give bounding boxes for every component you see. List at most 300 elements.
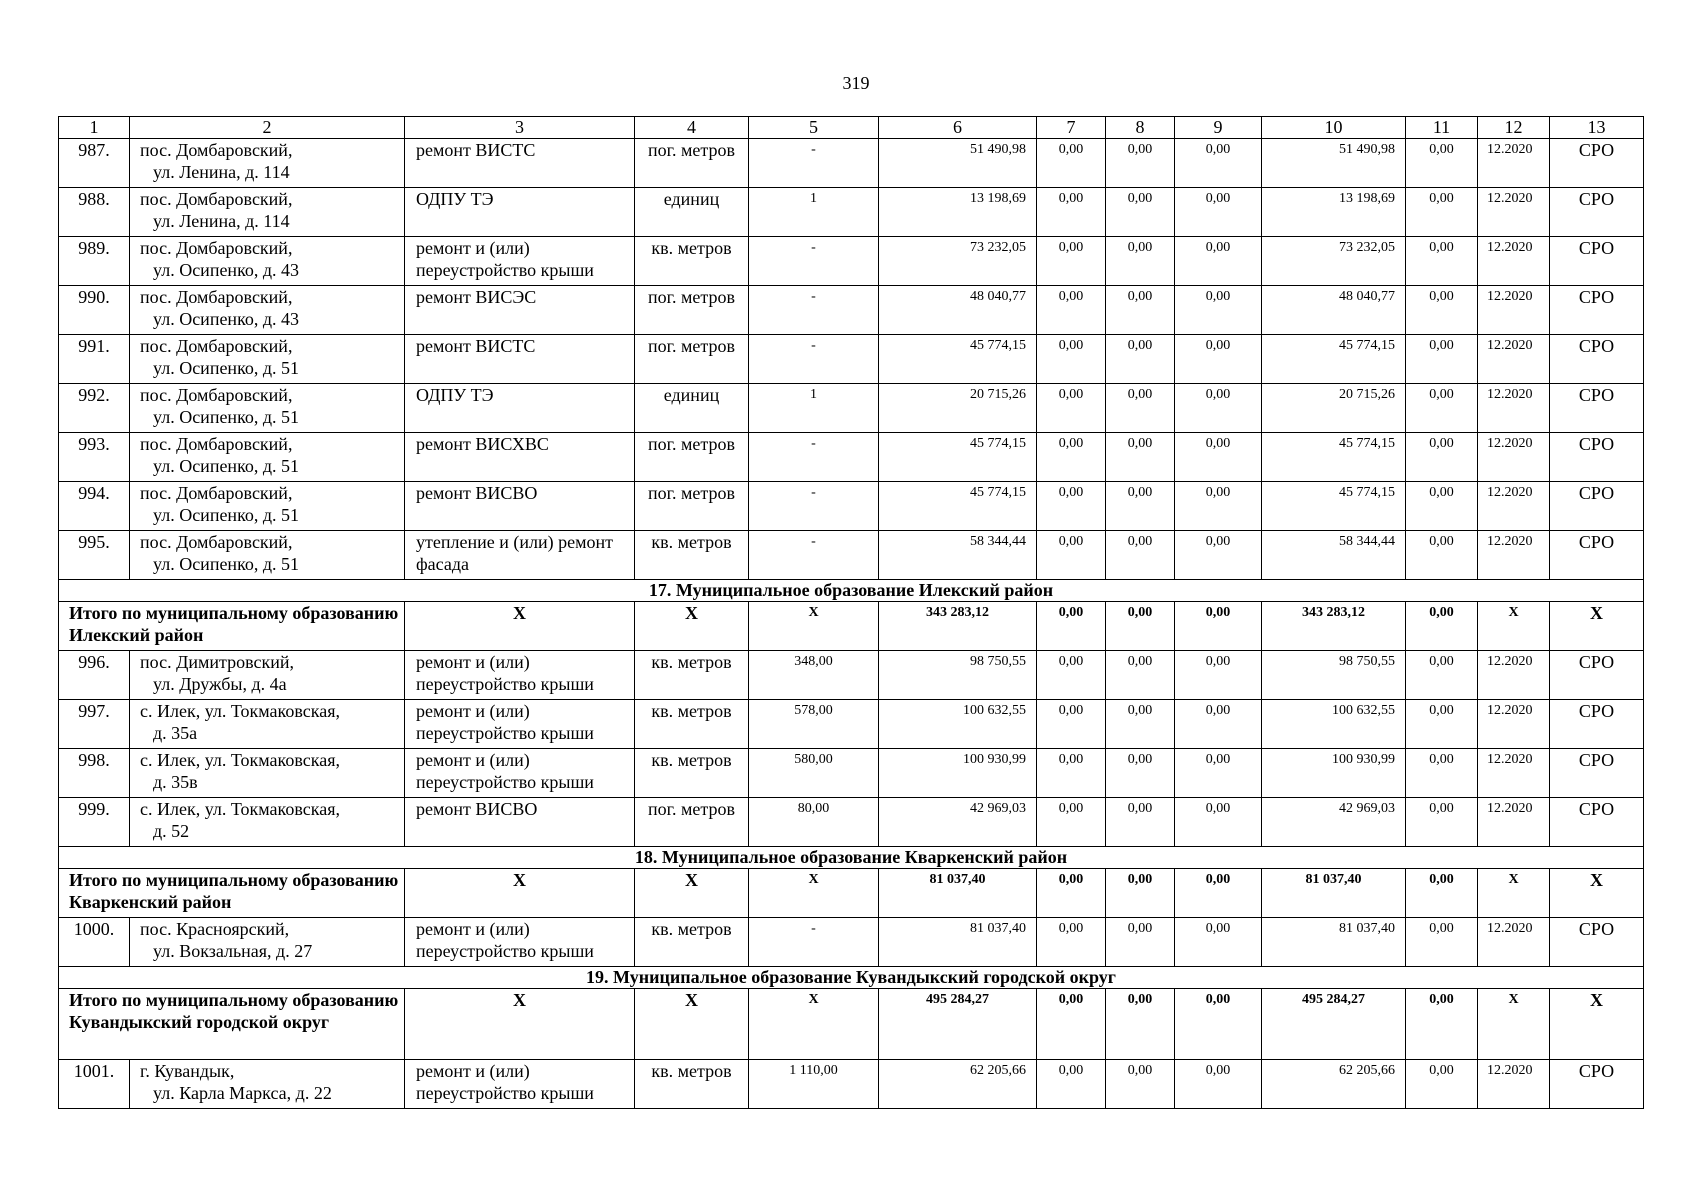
- table-row: [59, 433, 1644, 482]
- address-cell: [130, 651, 405, 700]
- amount-cell: 58 344,44: [1262, 531, 1406, 580]
- table-row: [59, 918, 1644, 967]
- quantity-cell: 80,00: [749, 798, 879, 847]
- quantity-cell: 1: [749, 384, 879, 433]
- unit-cell: кв. метров: [635, 700, 749, 749]
- work-type-cell: ОДПУ ТЭ: [405, 188, 635, 237]
- quantity-cell: -: [749, 482, 879, 531]
- address-line: ул. Осипенко, д. 43: [153, 260, 300, 280]
- section-heading-row: [59, 967, 1644, 989]
- executor-cell: СРО: [1550, 237, 1644, 286]
- address-cell: [130, 335, 405, 384]
- amount-cell: 0,00: [1037, 384, 1106, 433]
- amount-cell: 0,00: [1106, 482, 1175, 531]
- amount-cell: 45 774,15: [1262, 335, 1406, 384]
- amount-cell: 48 040,77: [1262, 286, 1406, 335]
- quantity-cell: -: [749, 433, 879, 482]
- address-line: пос. Домбаровский,: [140, 532, 293, 552]
- amount-cell: 0,00: [1175, 433, 1262, 482]
- address-cell: [130, 237, 405, 286]
- amount-cell: 0,00: [1406, 335, 1478, 384]
- amount-cell: 42 969,03: [879, 798, 1037, 847]
- amount-cell: 0,00: [1106, 749, 1175, 798]
- address-line: с. Илек, ул. Токмаковская,: [140, 701, 340, 721]
- work-type-cell: ремонт и (или) переустройство крыши: [405, 918, 635, 967]
- amount-cell: 13 198,69: [1262, 188, 1406, 237]
- total-cell: 0,00: [1175, 869, 1262, 918]
- address-cell: [130, 1060, 405, 1109]
- address-line: пос. Домбаровский,: [140, 140, 293, 160]
- amount-cell: 48 040,77: [879, 286, 1037, 335]
- unit-cell: кв. метров: [635, 1060, 749, 1109]
- page-number: 319: [842, 73, 870, 93]
- column-header: 8: [1106, 117, 1175, 139]
- quantity-cell: -: [749, 139, 879, 188]
- executor-cell: СРО: [1550, 335, 1644, 384]
- amount-cell: 45 774,15: [1262, 433, 1406, 482]
- address-line: ул. Осипенко, д. 51: [153, 456, 300, 476]
- amount-cell: 0,00: [1175, 237, 1262, 286]
- executor-cell: СРО: [1550, 749, 1644, 798]
- executor-cell: СРО: [1550, 433, 1644, 482]
- date-cell: 12.2020: [1478, 335, 1550, 384]
- date-cell: 12.2020: [1478, 286, 1550, 335]
- column-header: 2: [130, 117, 405, 139]
- amount-cell: 0,00: [1037, 335, 1106, 384]
- amount-cell: 0,00: [1106, 700, 1175, 749]
- amount-cell: 0,00: [1037, 482, 1106, 531]
- work-type-cell: ремонт ВИСВО: [405, 482, 635, 531]
- amount-cell: 0,00: [1406, 384, 1478, 433]
- row-number: 995.: [59, 531, 130, 580]
- table-row: [59, 139, 1644, 188]
- row-number: 991.: [59, 335, 130, 384]
- work-type-cell: утепление и (или) ремонт фасада: [405, 531, 635, 580]
- address-line: д. 35а: [153, 723, 198, 743]
- date-cell: 12.2020: [1478, 531, 1550, 580]
- total-cell: Х: [405, 869, 635, 918]
- address-line: ул. Ленина, д. 114: [153, 211, 290, 231]
- amount-cell: 0,00: [1175, 335, 1262, 384]
- amount-cell: 0,00: [1406, 798, 1478, 847]
- address-line: ул. Осипенко, д. 51: [153, 407, 300, 427]
- total-cell: Х: [749, 602, 879, 651]
- amount-cell: 98 750,55: [1262, 651, 1406, 700]
- unit-cell: кв. метров: [635, 237, 749, 286]
- unit-cell: единиц: [635, 188, 749, 237]
- total-cell: Х: [1550, 602, 1644, 651]
- amount-cell: 0,00: [1406, 700, 1478, 749]
- quantity-cell: -: [749, 237, 879, 286]
- executor-cell: СРО: [1550, 286, 1644, 335]
- total-cell: Х: [1478, 869, 1550, 918]
- total-label: Итого по муниципальному образованию Илекский район: [59, 602, 405, 651]
- amount-cell: 0,00: [1175, 531, 1262, 580]
- row-number: 989.: [59, 237, 130, 286]
- amount-cell: 0,00: [1106, 237, 1175, 286]
- section-heading: 19. Муниципальное образование Кувандыкский городской округ: [59, 967, 1644, 989]
- row-number: 988.: [59, 188, 130, 237]
- amount-cell: 0,00: [1106, 531, 1175, 580]
- quantity-cell: 1: [749, 188, 879, 237]
- unit-cell: пог. метров: [635, 286, 749, 335]
- amount-cell: 42 969,03: [1262, 798, 1406, 847]
- total-label: Итого по муниципальному образованию Кваркенский район: [59, 869, 405, 918]
- amount-cell: 0,00: [1106, 139, 1175, 188]
- amount-cell: 0,00: [1106, 433, 1175, 482]
- amount-cell: 0,00: [1037, 237, 1106, 286]
- address-cell: [130, 700, 405, 749]
- amount-cell: 51 490,98: [1262, 139, 1406, 188]
- amount-cell: 0,00: [1406, 651, 1478, 700]
- amount-cell: 0,00: [1406, 139, 1478, 188]
- total-cell: 0,00: [1106, 989, 1175, 1060]
- address-cell: [130, 188, 405, 237]
- address-line: д. 52: [153, 821, 190, 841]
- table-row: [59, 335, 1644, 384]
- table-row: [59, 188, 1644, 237]
- table-row: [59, 798, 1644, 847]
- quantity-cell: 348,00: [749, 651, 879, 700]
- amount-cell: 0,00: [1175, 651, 1262, 700]
- work-type-cell: ОДПУ ТЭ: [405, 384, 635, 433]
- amount-cell: 100 930,99: [879, 749, 1037, 798]
- work-type-cell: ремонт ВИСТС: [405, 335, 635, 384]
- row-number: 993.: [59, 433, 130, 482]
- table-row: [59, 482, 1644, 531]
- address-line: пос. Домбаровский,: [140, 336, 293, 356]
- work-type-cell: ремонт ВИСХВС: [405, 433, 635, 482]
- amount-cell: 73 232,05: [879, 237, 1037, 286]
- address-cell: [130, 798, 405, 847]
- amount-cell: 0,00: [1037, 749, 1106, 798]
- amount-cell: 0,00: [1037, 531, 1106, 580]
- amount-cell: 51 490,98: [879, 139, 1037, 188]
- total-cell: Х: [749, 869, 879, 918]
- amount-cell: 0,00: [1406, 1060, 1478, 1109]
- address-line: ул. Ленина, д. 114: [153, 162, 290, 182]
- column-header: 12: [1478, 117, 1550, 139]
- amount-cell: 0,00: [1175, 384, 1262, 433]
- row-number: 999.: [59, 798, 130, 847]
- address-line: пос. Домбаровский,: [140, 483, 293, 503]
- date-cell: 12.2020: [1478, 1060, 1550, 1109]
- quantity-cell: 580,00: [749, 749, 879, 798]
- unit-cell: кв. метров: [635, 749, 749, 798]
- address-line: ул. Осипенко, д. 43: [153, 309, 300, 329]
- work-type-cell: ремонт и (или) переустройство крыши: [405, 700, 635, 749]
- column-header: 7: [1037, 117, 1106, 139]
- amount-cell: 0,00: [1406, 918, 1478, 967]
- address-cell: [130, 286, 405, 335]
- amount-cell: 0,00: [1406, 188, 1478, 237]
- executor-cell: СРО: [1550, 384, 1644, 433]
- row-number: 1000.: [59, 918, 130, 967]
- total-row: [59, 602, 1644, 651]
- quantity-cell: -: [749, 286, 879, 335]
- amount-cell: 0,00: [1406, 286, 1478, 335]
- total-cell: 0,00: [1037, 869, 1106, 918]
- amount-cell: 0,00: [1406, 482, 1478, 531]
- column-header: 6: [879, 117, 1037, 139]
- column-header: 10: [1262, 117, 1406, 139]
- column-header: 11: [1406, 117, 1478, 139]
- unit-cell: кв. метров: [635, 918, 749, 967]
- total-cell: 0,00: [1037, 989, 1106, 1060]
- table-row: [59, 384, 1644, 433]
- total-cell: 495 284,27: [1262, 989, 1406, 1060]
- amount-cell: 0,00: [1037, 798, 1106, 847]
- amount-cell: 100 930,99: [1262, 749, 1406, 798]
- amount-cell: 0,00: [1037, 286, 1106, 335]
- amount-cell: 45 774,15: [1262, 482, 1406, 531]
- work-type-cell: ремонт и (или) переустройство крыши: [405, 1060, 635, 1109]
- amount-cell: 62 205,66: [879, 1060, 1037, 1109]
- amount-cell: 0,00: [1175, 918, 1262, 967]
- total-row: [59, 989, 1644, 1060]
- date-cell: 12.2020: [1478, 188, 1550, 237]
- total-cell: 343 283,12: [1262, 602, 1406, 651]
- amount-cell: 0,00: [1175, 798, 1262, 847]
- date-cell: 12.2020: [1478, 700, 1550, 749]
- amount-cell: 0,00: [1106, 384, 1175, 433]
- amount-cell: 0,00: [1106, 1060, 1175, 1109]
- work-type-cell: ремонт и (или) переустройство крыши: [405, 651, 635, 700]
- unit-cell: пог. метров: [635, 433, 749, 482]
- executor-cell: СРО: [1550, 139, 1644, 188]
- date-cell: 12.2020: [1478, 749, 1550, 798]
- column-header: 4: [635, 117, 749, 139]
- amount-cell: 0,00: [1175, 188, 1262, 237]
- address-line: ул. Осипенко, д. 51: [153, 554, 300, 574]
- total-cell: 0,00: [1175, 602, 1262, 651]
- amount-cell: 0,00: [1175, 482, 1262, 531]
- total-cell: Х: [749, 989, 879, 1060]
- date-cell: 12.2020: [1478, 482, 1550, 531]
- amount-cell: 45 774,15: [879, 335, 1037, 384]
- column-header: 13: [1550, 117, 1644, 139]
- address-cell: [130, 531, 405, 580]
- table-row: [59, 531, 1644, 580]
- amount-cell: 0,00: [1037, 188, 1106, 237]
- amount-cell: 81 037,40: [879, 918, 1037, 967]
- column-header: 1: [59, 117, 130, 139]
- address-cell: [130, 384, 405, 433]
- address-line: ул. Дружбы, д. 4а: [153, 674, 287, 694]
- address-line: г. Кувандык,: [140, 1061, 235, 1081]
- total-cell: 0,00: [1175, 989, 1262, 1060]
- column-header: 9: [1175, 117, 1262, 139]
- amount-cell: 0,00: [1175, 1060, 1262, 1109]
- total-cell: Х: [1550, 989, 1644, 1060]
- amount-cell: 81 037,40: [1262, 918, 1406, 967]
- work-type-cell: ремонт ВИСТС: [405, 139, 635, 188]
- amount-cell: 0,00: [1037, 918, 1106, 967]
- unit-cell: единиц: [635, 384, 749, 433]
- table-row: [59, 286, 1644, 335]
- amount-cell: 13 198,69: [879, 188, 1037, 237]
- amount-cell: 0,00: [1406, 237, 1478, 286]
- quantity-cell: -: [749, 531, 879, 580]
- amount-cell: 0,00: [1175, 700, 1262, 749]
- total-cell: Х: [405, 989, 635, 1060]
- address-line: с. Илек, ул. Токмаковская,: [140, 799, 340, 819]
- column-header: 3: [405, 117, 635, 139]
- total-label: Итого по муниципальному образованию Кувандыкский городской округ: [59, 989, 405, 1060]
- address-line: пос. Домбаровский,: [140, 434, 293, 454]
- work-type-cell: ремонт и (или) переустройство крыши: [405, 749, 635, 798]
- executor-cell: СРО: [1550, 482, 1644, 531]
- date-cell: 12.2020: [1478, 651, 1550, 700]
- total-cell: 0,00: [1406, 989, 1478, 1060]
- address-cell: [130, 139, 405, 188]
- address-line: пос. Домбаровский,: [140, 287, 293, 307]
- address-line: ул. Осипенко, д. 51: [153, 358, 300, 378]
- address-cell: [130, 749, 405, 798]
- total-cell: Х: [1550, 869, 1644, 918]
- address-line: ул. Вокзальная, д. 27: [153, 941, 313, 961]
- address-line: пос. Домбаровский,: [140, 189, 293, 209]
- section-heading: 17. Муниципальное образование Илекский район: [59, 580, 1644, 602]
- unit-cell: пог. метров: [635, 139, 749, 188]
- amount-cell: 0,00: [1037, 433, 1106, 482]
- quantity-cell: -: [749, 335, 879, 384]
- quantity-cell: -: [749, 918, 879, 967]
- amount-cell: 100 632,55: [1262, 700, 1406, 749]
- total-cell: Х: [405, 602, 635, 651]
- address-line: пос. Красноярский,: [140, 919, 290, 939]
- amount-cell: 0,00: [1106, 651, 1175, 700]
- total-cell: Х: [635, 602, 749, 651]
- date-cell: 12.2020: [1478, 433, 1550, 482]
- amount-cell: 0,00: [1406, 749, 1478, 798]
- amount-cell: 98 750,55: [879, 651, 1037, 700]
- amount-cell: 0,00: [1037, 139, 1106, 188]
- executor-cell: СРО: [1550, 651, 1644, 700]
- unit-cell: пог. метров: [635, 335, 749, 384]
- address-line: пос. Димитровский,: [140, 652, 294, 672]
- row-number: 990.: [59, 286, 130, 335]
- address-line: д. 35в: [153, 772, 198, 792]
- amount-cell: 0,00: [1175, 749, 1262, 798]
- total-row: [59, 869, 1644, 918]
- address-line: пос. Домбаровский,: [140, 238, 293, 258]
- table-row: [59, 1060, 1644, 1109]
- table-row: [59, 237, 1644, 286]
- address-line: ул. Осипенко, д. 51: [153, 505, 300, 525]
- unit-cell: кв. метров: [635, 651, 749, 700]
- executor-cell: СРО: [1550, 188, 1644, 237]
- address-cell: [130, 433, 405, 482]
- row-number: 992.: [59, 384, 130, 433]
- table-row: [59, 651, 1644, 700]
- amount-cell: 0,00: [1037, 1060, 1106, 1109]
- total-cell: 0,00: [1106, 602, 1175, 651]
- date-cell: 12.2020: [1478, 237, 1550, 286]
- row-number: 997.: [59, 700, 130, 749]
- total-cell: Х: [635, 989, 749, 1060]
- total-cell: 495 284,27: [879, 989, 1037, 1060]
- amount-cell: 20 715,26: [879, 384, 1037, 433]
- address-line: с. Илек, ул. Токмаковская,: [140, 750, 340, 770]
- work-type-cell: ремонт ВИСВО: [405, 798, 635, 847]
- column-header-row: [59, 117, 1644, 139]
- total-cell: 0,00: [1406, 869, 1478, 918]
- amount-cell: 73 232,05: [1262, 237, 1406, 286]
- executor-cell: СРО: [1550, 1060, 1644, 1109]
- table-row: [59, 749, 1644, 798]
- amount-cell: 0,00: [1106, 188, 1175, 237]
- amount-cell: 45 774,15: [879, 482, 1037, 531]
- total-cell: Х: [1478, 602, 1550, 651]
- date-cell: 12.2020: [1478, 918, 1550, 967]
- amount-cell: 0,00: [1406, 531, 1478, 580]
- amount-cell: 0,00: [1037, 700, 1106, 749]
- section-heading-row: [59, 847, 1644, 869]
- executor-cell: СРО: [1550, 798, 1644, 847]
- amount-cell: 58 344,44: [879, 531, 1037, 580]
- total-cell: 0,00: [1037, 602, 1106, 651]
- work-type-cell: ремонт и (или) переустройство крыши: [405, 237, 635, 286]
- amount-cell: 100 632,55: [879, 700, 1037, 749]
- total-cell: 81 037,40: [1262, 869, 1406, 918]
- row-number: 996.: [59, 651, 130, 700]
- amount-cell: 0,00: [1106, 918, 1175, 967]
- table-row: [59, 700, 1644, 749]
- work-type-cell: ремонт ВИСЭС: [405, 286, 635, 335]
- capital-repair-table: [58, 116, 1644, 1109]
- executor-cell: СРО: [1550, 918, 1644, 967]
- address-line: пос. Домбаровский,: [140, 385, 293, 405]
- total-cell: 0,00: [1406, 602, 1478, 651]
- unit-cell: пог. метров: [635, 482, 749, 531]
- row-number: 987.: [59, 139, 130, 188]
- amount-cell: 45 774,15: [879, 433, 1037, 482]
- total-cell: 0,00: [1106, 869, 1175, 918]
- address-cell: [130, 918, 405, 967]
- executor-cell: СРО: [1550, 700, 1644, 749]
- address-line: ул. Карла Маркса, д. 22: [153, 1083, 332, 1103]
- quantity-cell: 1 110,00: [749, 1060, 879, 1109]
- section-heading: 18. Муниципальное образование Кваркенский район: [59, 847, 1644, 869]
- date-cell: 12.2020: [1478, 798, 1550, 847]
- amount-cell: 0,00: [1175, 286, 1262, 335]
- row-number: 1001.: [59, 1060, 130, 1109]
- date-cell: 12.2020: [1478, 139, 1550, 188]
- row-number: 994.: [59, 482, 130, 531]
- total-cell: Х: [1478, 989, 1550, 1060]
- amount-cell: 0,00: [1106, 335, 1175, 384]
- unit-cell: кв. метров: [635, 531, 749, 580]
- amount-cell: 20 715,26: [1262, 384, 1406, 433]
- amount-cell: 0,00: [1106, 286, 1175, 335]
- section-heading-row: [59, 580, 1644, 602]
- amount-cell: 0,00: [1406, 433, 1478, 482]
- quantity-cell: 578,00: [749, 700, 879, 749]
- amount-cell: 0,00: [1037, 651, 1106, 700]
- amount-cell: 0,00: [1106, 798, 1175, 847]
- unit-cell: пог. метров: [635, 798, 749, 847]
- executor-cell: СРО: [1550, 531, 1644, 580]
- row-number: 998.: [59, 749, 130, 798]
- date-cell: 12.2020: [1478, 384, 1550, 433]
- total-cell: Х: [635, 869, 749, 918]
- amount-cell: 62 205,66: [1262, 1060, 1406, 1109]
- column-header: 5: [749, 117, 879, 139]
- total-cell: 81 037,40: [879, 869, 1037, 918]
- address-cell: [130, 482, 405, 531]
- amount-cell: 0,00: [1175, 139, 1262, 188]
